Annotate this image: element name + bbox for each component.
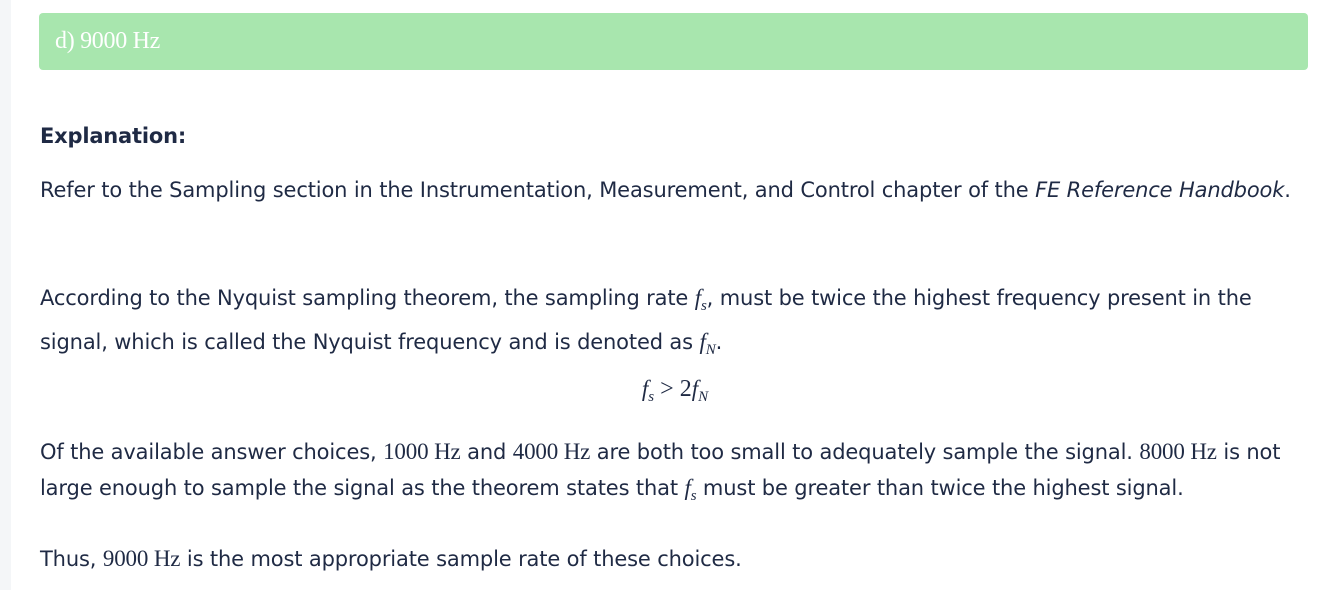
value-4000hz: 4000 Hz	[512, 439, 591, 464]
correct-answer-label: d) 9000 Hz	[55, 28, 160, 54]
left-gutter	[0, 0, 11, 590]
eq-lhs-subscript: s	[648, 389, 655, 405]
var-f: f	[699, 329, 706, 354]
value-8000hz: 8000 Hz	[1139, 439, 1217, 464]
value-1000hz: 1000 Hz	[383, 439, 461, 464]
p3-text-d: is not large enough to sample the signal as the theorem states that	[40, 440, 1281, 500]
value-9000hz: 9000 Hz	[102, 546, 181, 571]
eq-coefficient: 2	[679, 376, 692, 402]
p2-text-b: , must be twice the highest frequency present in the signal, which is called the Nyquist frequency and is denoted as	[40, 286, 1252, 354]
explanation-paragraph-reference	[40, 172, 1310, 208]
eq-rhs-f: f	[691, 376, 699, 401]
var-f: f	[694, 285, 701, 310]
eq-rhs-subscript: N	[698, 389, 709, 405]
p3-text-b: and	[460, 440, 513, 464]
correct-answer-box	[39, 13, 1308, 70]
p1-end: .	[1284, 178, 1291, 202]
eq-lhs-f: f	[641, 376, 649, 401]
p2-text-a: According to the Nyquist sampling theorem, the sampling rate	[40, 286, 695, 310]
subscript-n: N	[705, 342, 716, 358]
explanation-paragraph-choices	[40, 434, 1310, 514]
subscript-s: s	[700, 298, 707, 314]
p4-text-a: Thus,	[40, 547, 103, 571]
eq-operator: >	[660, 376, 674, 402]
explanation-paragraph-conclusion	[40, 541, 1310, 577]
explanation-heading: Explanation:	[40, 124, 187, 148]
subscript-s: s	[690, 488, 697, 504]
nyquist-equation	[40, 376, 1310, 406]
explanation-paragraph-nyquist	[40, 280, 1310, 368]
var-f: f	[684, 475, 691, 500]
p4-text-b: is the most appropriate sample rate of these choices.	[180, 547, 742, 571]
p3-text-c: are both too small to adequately sample the signal.	[590, 440, 1140, 464]
p1-text: Refer to the Sampling section in the Instrumentation, Measurement, and Control chapter of the	[40, 178, 1036, 202]
p3-text-e: must be greater than twice the highest signal.	[696, 476, 1184, 500]
handbook-title: FE Reference Handbook	[1035, 178, 1285, 202]
p3-text-a: Of the available answer choices,	[40, 440, 384, 464]
p2-text-c: .	[715, 330, 723, 354]
